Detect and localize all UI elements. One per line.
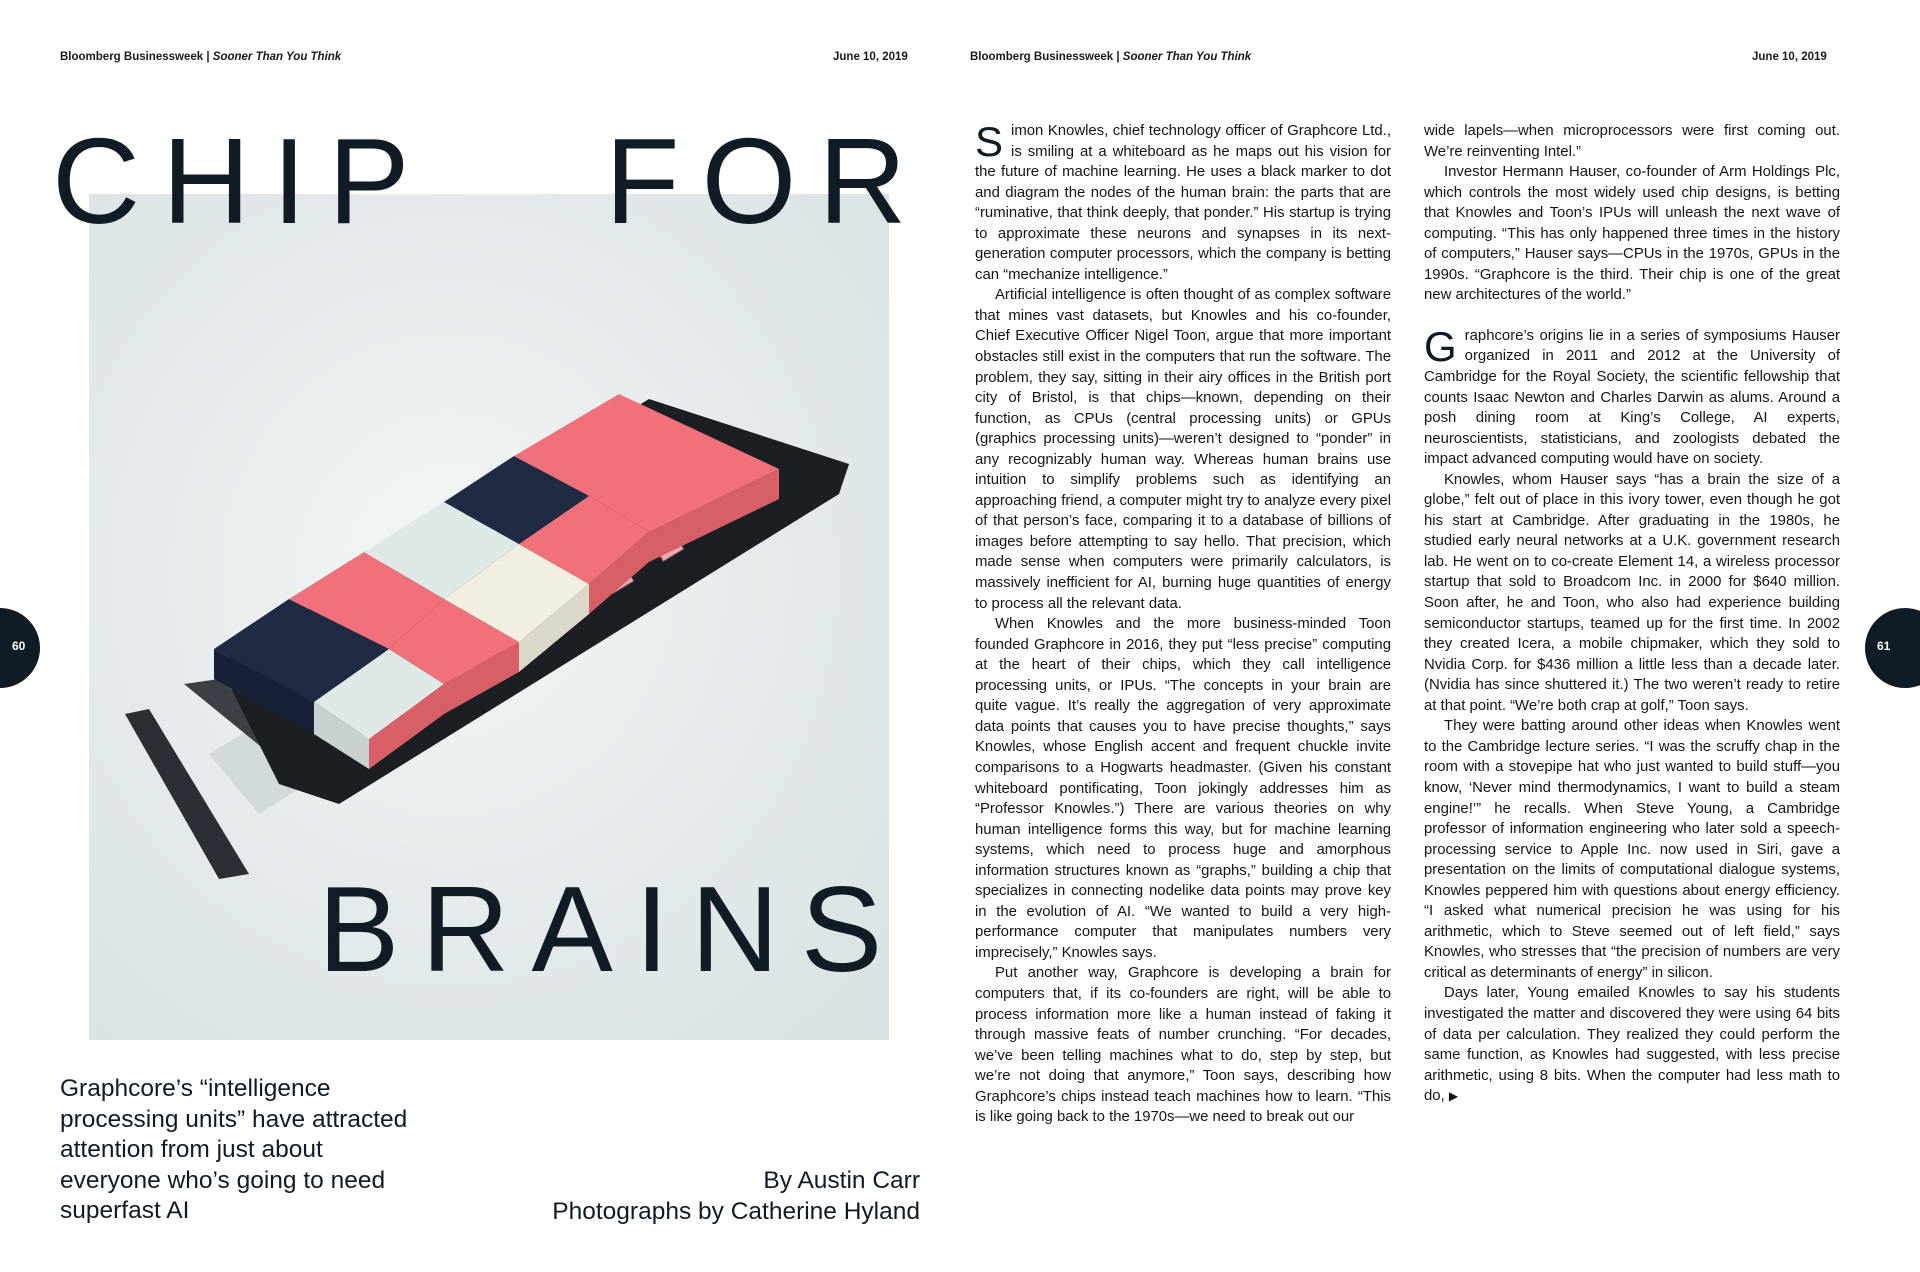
publication-name: Bloomberg Businessweek [970,51,1114,63]
article-column-1 [975,118,1391,1128]
page-number: 61 [1877,639,1891,653]
drop-cap: G [1424,322,1457,370]
paragraph: Artificial intelligence is often thought of as complex software that mines vast datasets, but Knowles and his co-founder, Chief Executive Officer Nigel Toon, argue that more important obstacles still exist in the computers that run the software. The problem, they say, sitting in their airy offices in the British port city of Bristol, is that chips—known, depending on their function, as CPUs (central processing units) or GPUs (graphics processing units)—weren’t designed to “ponder” in any recognizably human way. Whereas human brains use intuition to simplify problems such as identifying an approaching friend, a computer might try to analyze every pixel of that person’s face, comparing it to a database of billions of images before attempting to say hello. That precision, which made sense when computers were primarily calculators, is massively inefficient for AI, burning huge quantities of energy to process all the relevant data. [975,287,1391,612]
paragraph: Knowles, whom Hauser says “has a brain the size of a globe,” felt out of place in this ivory tower, even though he got his start at Cambridge. After graduating in the 1980s, he studied early neural networks at a U.K. government research lab. He went on to co-create Element 14, a wireless processor startup that sold to Broadcom Inc. in 2000 for $640 million. Soon after, he and Toon, who also had experience building semiconductor startups, teamed up for the first time. In 2002 they created Icera, a mobile chipmaker, which they sold to Nvidia Corp. for $436 million a little less than a decade later. (Nvidia has since shuttered it.) The two weren’t ready to retire at that point. “We’re both crap at golf,” Toon says. [1424,471,1840,714]
author-credit: By Austin Carr [763,1167,920,1194]
paragraph: wide lapels—when microprocessors were first coming out. We’re reinventing Intel.” [1424,123,1840,160]
continued-arrow-icon: ▶ [1448,1089,1459,1104]
running-header-left [60,51,341,63]
photo-credit: Photographs by Catherine Hyland [552,1198,920,1225]
page-number: 60 [12,639,26,653]
paragraph: They were batting around other ideas when Knowles went to the Cambridge lecture series. “I was the scruffy chap in the room with a stovepipe hat who just wanted to build stuff—you know, ‘Never mind thermodynamics, I want to build a steam engine!’” he recalls. When Steve Young, a Cambridge professor of information engineering who later sold a speech-processing service to Apple Inc. now used in Siri, gave a presentation on the limits of computational dialogue systems, Knowles peppered him with questions about energy efficiency. “I asked what numerical precision he was using for his arithmetic, which to Steve seemed out of left field,” says Knowles, who stresses that “the precision of numbers are very critical as determinants of energy” in silicon. [1424,718,1840,981]
byline [552,1165,920,1227]
paragraph: Investor Hermann Hauser, co-founder of Arm Holdings Plc, which controls the most widely used chip designs, is betting that Knowles and Toon’s IPUs will unleash the next wave of computing. “This has only happened three times in the history of computers,” Hauser says—CPUs in the 1970s, GPUs in the 1990s. “Graphcore is the third. Their chip is one of the great new architectures of the world.” [1424,164,1840,304]
article-dek: Graphcore’s “intelligence processing units” have attracted attention from just about everyone who’s going to need superfast AI [60,1075,408,1224]
page-number-tab-left [0,608,40,688]
paragraph: Days later, Young emailed Knowles to say his students investigated the matter and discovered they were using 64 bits of data per calculation. They realized they could perform the same function, as Knowles had suggested, with less precise arithmetic, using 8 bits. When the computer had less math to do, ▶ [1424,985,1840,1105]
drop-cap: S [975,118,1004,165]
section-name: Sooner Than You Think [1122,51,1252,63]
header-date-right: June 10, 2019 [1752,51,1827,63]
paragraph: Put another way, Graphcore is developing a brain for computers that, if its co-founders are right, will be able to process information more like a human instead of faking it through massive feats of number crunching. “For decades, we’ve been telling machines what to do, step by step, but we’re not doing that anymore,” Toon says, describing how Graphcore’s chips instead teach machines how to learn. “This is like going back to the 1970s—we need to break out our [975,965,1391,1126]
headline-word-for: FOR [605,113,929,249]
header-separator: | [1116,51,1120,63]
article-column-2 [1424,121,1840,1107]
running-header-right [970,51,1251,63]
header-date-left: June 10, 2019 [833,51,908,63]
paragraph: Graphcore’s origins lie in a series of symposiums Hauser organized in 2011 and 2012 at the University of Cambridge for the Royal Society, the scientific fellowship that counts Isaac Newton and Charles Darwin as alums. Around a posh dining room at King’s College, AI experts, neuroscientists, statisticians, and zoologists debated the impact advanced computing would have on society. [1424,322,1840,468]
headline-word-chip: CHIP [52,113,432,249]
headline-word-brains: BRAINS [318,861,905,997]
section-name: Sooner Than You Think [212,51,342,63]
header-separator: | [206,51,210,63]
paragraph: When Knowles and the more business-minded Toon founded Graphcore in 2016, they put “less precise” computing at the heart of their chips, which they call intelligence processing units, or IPUs. “The concepts in your brain are quite vague. It’s really the aggregation of very approximate data points that causes you to have precise thoughts,” says Knowles, whose English accent and frequent chuckle invite comparisons to a Hogwarts headmaster. (Given his constant whiteboard pontificating, Toon jokingly addresses him as “Professor Knowles.”) There are various theories on why human intelligence forms this way, but for machine learning systems, which need to process huge and amorphous information structures known as “graphs,” building a chip that specializes in connecting nodelike data points may prove key in the evolution of AI. “We wanted to build a very high-performance computer that manipulates numbers very imprecisely,” Knowles says. [975,616,1391,961]
page-number-tab-right [1865,608,1920,688]
paragraph: Simon Knowles, chief technology officer of Graphcore Ltd., is smiling at a whiteboard as he maps out his vision for the future of machine learning. He uses a black marker to dot and diagram the nodes of the human brain: the parts that are “ruminative, that think deeply, that ponder.” His startup is trying to approximate these neurons and synapses in its next-generation computer processors, which the company is betting can “mechanize intelligence.” [975,118,1391,283]
publication-name: Bloomberg Businessweek [60,51,204,63]
